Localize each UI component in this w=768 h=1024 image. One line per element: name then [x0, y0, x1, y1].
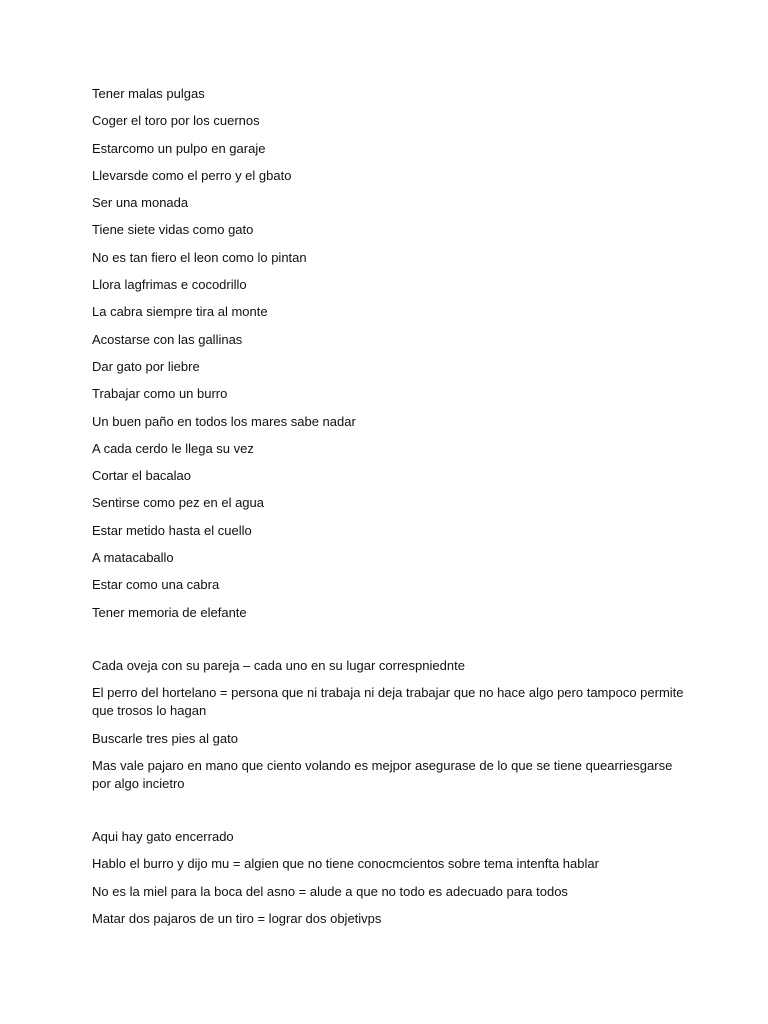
section-spacer — [92, 802, 692, 828]
text-line: El perro del hortelano = persona que ni trabaja ni deja trabajar que no hace algo pero tampoco permite que trosos lo hagan — [92, 685, 684, 719]
text-line: Tiene siete vidas como gato — [92, 222, 254, 238]
text-line: A matacaballo — [92, 550, 174, 566]
text-line: Hablo el burro y dijo mu = algien que no tiene conocmcientos sobre tema intenfta hablar — [92, 856, 599, 872]
text-line: Dar gato por liebre — [92, 358, 200, 374]
section-idiom-definitions — [92, 657, 692, 793]
text-line: Ser una monada — [92, 195, 189, 211]
text-line: Estarcomo un pulpo en garaje — [92, 140, 266, 156]
text-line: Coger el toro por los cuernos — [92, 113, 260, 129]
text-line: No es la miel para la boca del asno = alude a que no todo es adecuado para todos — [92, 883, 568, 899]
text-line: Llora lagfrimas e cocodrillo — [92, 277, 247, 293]
text-line: Mas vale pajaro en mano que ciento volando es mejpor asegurase de lo que se tiene quearriesgarse por algo incietro — [92, 757, 673, 791]
section-animal-idioms — [92, 85, 692, 622]
text-line: Llevarsde como el perro y el gbato — [92, 167, 292, 183]
text-line: Aqui hay gato encerrado — [92, 829, 234, 845]
text-line: Buscarle tres pies al gato — [92, 730, 238, 746]
text-line: Trabajar como un burro — [92, 386, 228, 402]
text-line: Tener malas pulgas — [92, 86, 205, 101]
document-body — [92, 85, 692, 937]
text-line: Sentirse como pez en el agua — [92, 495, 264, 511]
text-line: Cortar el bacalao — [92, 468, 191, 484]
section-spacer — [92, 631, 692, 657]
text-line: Estar como una cabra — [92, 577, 220, 593]
text-line: Acostarse con las gallinas — [92, 331, 243, 347]
text-line: Tener memoria de elefante — [92, 604, 247, 620]
section-more-idioms — [92, 828, 692, 928]
text-line: Cada oveja con su pareja – cada uno en su lugar correspniednte — [92, 657, 465, 673]
text-line: Matar dos pajaros de un tiro = lograr dos objetivps — [92, 911, 382, 927]
text-line: La cabra siempre tira al monte — [92, 304, 268, 320]
text-line: Un buen paño en todos los mares sabe nadar — [92, 413, 356, 429]
text-line: Estar metido hasta el cuello — [92, 522, 252, 538]
text-line: No es tan fiero el leon como lo pintan — [92, 249, 307, 265]
text-line: A cada cerdo le llega su vez — [92, 440, 254, 456]
